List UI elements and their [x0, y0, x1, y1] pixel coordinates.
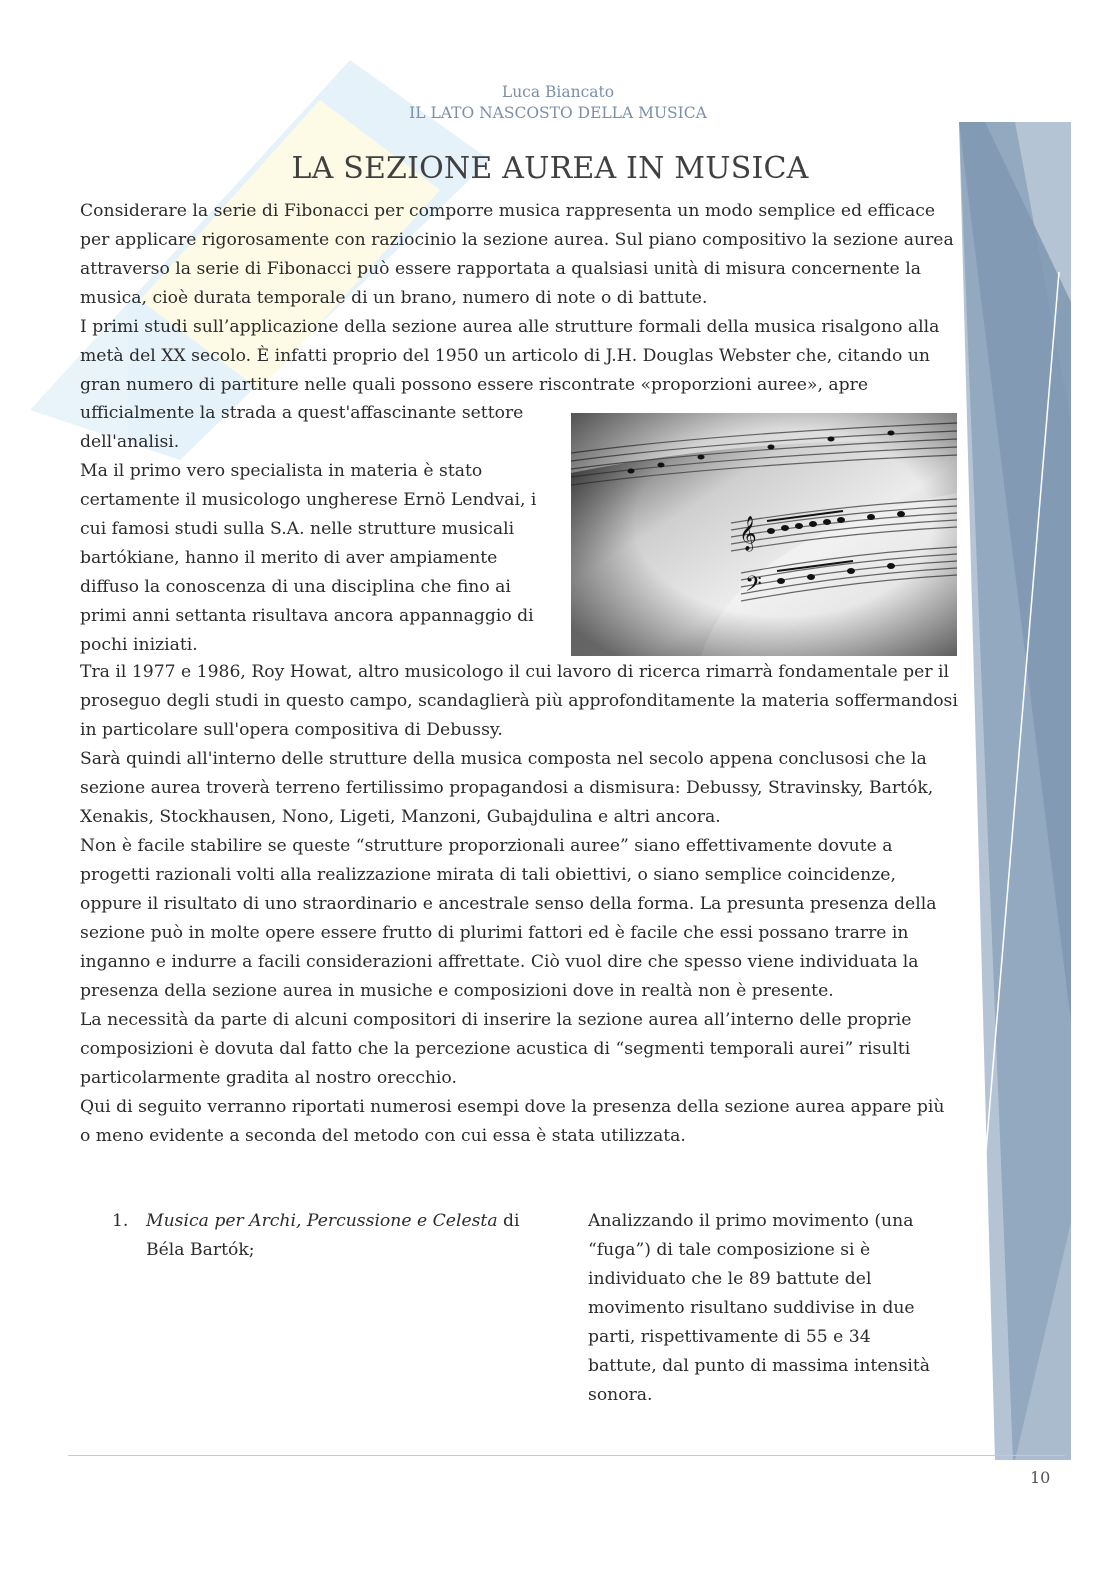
paragraph: Tra il 1977 e 1986, Roy Howat, altro musicologo il cui lavoro di ricerca rimarrà fondamentale per il proseguo degli studi in questo campo, scandaglierà più approfonditamente la materia soffermandosi in particolare sull'opera compositiva di Debussy. [80, 662, 958, 740]
header-book-title: IL LATO NASCOSTO DELLA MUSICA [409, 104, 707, 122]
header-author: Luca Biancato [501, 83, 615, 101]
paragraph: Considerare la serie di Fibonacci per comporre musica rappresenta un modo semplice ed efficace per applicare rigorosamente con raziocinio la sezione aurea. Sul piano compositivo la sezione aurea attraverso la serie di Fibonacci può essere rapportata a qualsiasi unità di misura concernente la musica, cioè durata temporale di un brano, numero di note o di battute. [80, 201, 954, 308]
body-text-beside-image [80, 399, 550, 660]
sheet-music-photo [571, 413, 957, 656]
paragraph: Qui di seguito verranno riportati numerosi esempi dove la presenza della sezione aurea appare più o meno evidente a seconda del metodo con cui essa è stata utilizzata. [80, 1097, 945, 1146]
running-header [0, 82, 1116, 124]
list-number: 1. [112, 1211, 129, 1231]
paragraph: ufficialmente la strada a quest'affascinante settore dell'analisi. [80, 403, 524, 452]
body-text-top [80, 197, 960, 400]
paragraph: Sarà quindi all'interno delle strutture della musica composta nel secolo appena conclusosi che la sezione aurea troverà terreno fertilissimo propagandosi a dismisura: Debussy, Stravinsky, Bartók, Xenakis, Stockhausen, Nono, Ligeti, Manzoni, Gubajdulina e altri ancora. [80, 749, 934, 827]
footer-divider [68, 1455, 1065, 1456]
paragraph: Ma il primo vero specialista in materia è stato certamente il musicologo ungherese Ernö Lendvai, i cui famosi studi sulla S.A. nelle strutture musicali bartókiane, hanno il merito di aver ampiamente diffuso la conoscenza di una disciplina che fino ai primi anni settanta risultava ancora appannaggio di pochi iniziati. [80, 461, 537, 655]
list-connector: di [497, 1211, 520, 1231]
analysis-text: Analizzando il primo movimento (una “fuga”) di tale composizione si è individuato che le 89 battute del movimento risultano suddivise in due parti, rispettivamente di 55 e 34 battute, dal punto di massima intensità sonora. [588, 1211, 931, 1405]
page-title: LA SEZIONE AUREA IN MUSICA [291, 151, 809, 186]
body-text-bottom [80, 658, 960, 1151]
decorative-side-band [955, 122, 1071, 1460]
paragraph: Non è facile stabilire se queste “strutture proporzionali auree” siano effettivamente dovute a progetti razionali volti alla realizzazione mirata di tali obiettivi, o siano semplice coincidenze, oppure il risultato di uno straordinario e ancestrale senso della forma. La presunta presenza della sezione può in molte opere essere frutto di plurimi fattori ed è facile che essi possano trarre in inganno e indurre a facili considerazioni affrettate. Ciò vuol dire che spesso viene individuata la presenza della sezione aurea in musiche e composizioni dove in realtà non è presente. [80, 836, 937, 1001]
paragraph: La necessità da parte di alcuni compositori di inserire la sezione aurea all’interno delle proprie composizioni è dovuta dal fatto che la percezione acustica di “segmenti temporali aurei” risulti particolarmente gradita al nostro orecchio. [80, 1010, 912, 1088]
work-title: Musica per Archi, Percussione e Celesta [146, 1211, 498, 1231]
composer-name: Béla Bartók; [146, 1240, 255, 1260]
list-item-text [146, 1207, 536, 1265]
paragraph: I primi studi sull’applicazione della sezione aurea alle strutture formali della musica risalgono alla metà del XX secolo. È infatti proprio del 1950 un articolo di J.H. Douglas Webster che, citando un gran numero di partiture nelle quali possono essere riscontrate «proporzioni auree», apre [80, 317, 940, 395]
page-number: 10 [1030, 1468, 1051, 1487]
